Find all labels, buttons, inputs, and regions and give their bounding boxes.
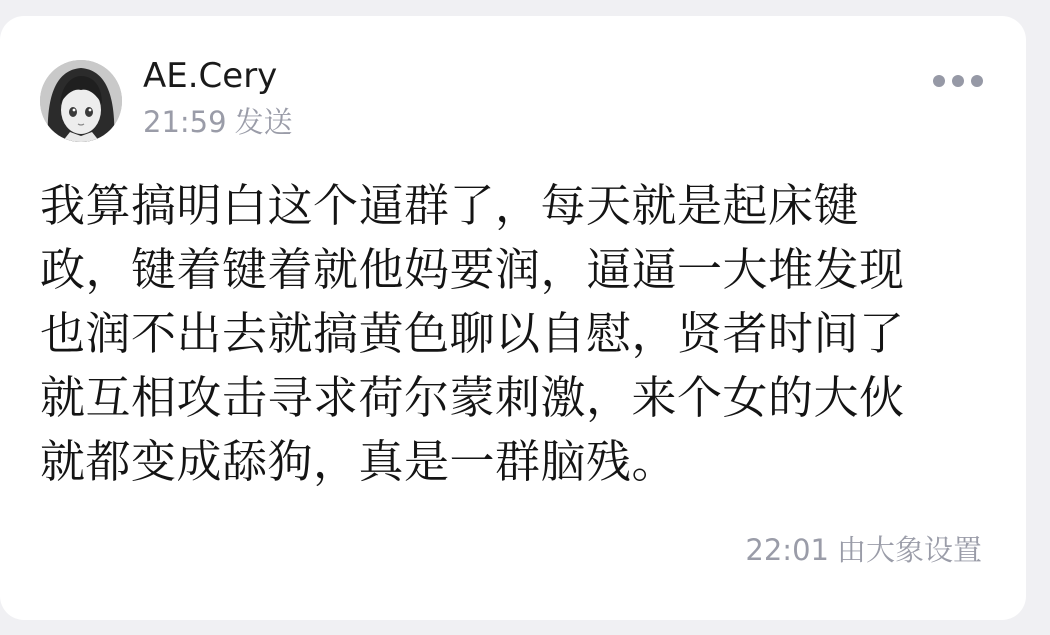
- message-line: 就互相攻击寻求荷尔蒙刺激，来个女的大伙: [40, 371, 905, 424]
- message-line: 政，键着键着就他妈要润，逼逼一大堆发现: [40, 243, 905, 296]
- sent-label: 发送: [234, 105, 293, 139]
- more-options-button[interactable]: [928, 66, 988, 96]
- sent-meta: [143, 104, 293, 140]
- author-name[interactable]: AE.Cery: [143, 56, 278, 96]
- more-horizontal-icon: [952, 75, 964, 87]
- message-body: [40, 174, 990, 494]
- message-line: 也润不出去就搞黄色聊以自慰，贤者时间了: [40, 307, 905, 360]
- footer-time: 22:01: [745, 533, 829, 567]
- more-horizontal-icon: [933, 75, 945, 87]
- avatar[interactable]: [40, 60, 122, 142]
- footer-label: 由大象设置: [836, 533, 982, 567]
- more-horizontal-icon: [971, 75, 983, 87]
- post-card: [0, 16, 1026, 620]
- message-line: 就都变成舔狗，真是一群脑残。: [40, 435, 678, 488]
- footer-meta: [745, 532, 982, 568]
- anime-girl-avatar-icon: [40, 60, 122, 142]
- sent-time: 21:59: [143, 105, 227, 139]
- message-line: 我算搞明白这个逼群了，每天就是起床键: [40, 179, 860, 232]
